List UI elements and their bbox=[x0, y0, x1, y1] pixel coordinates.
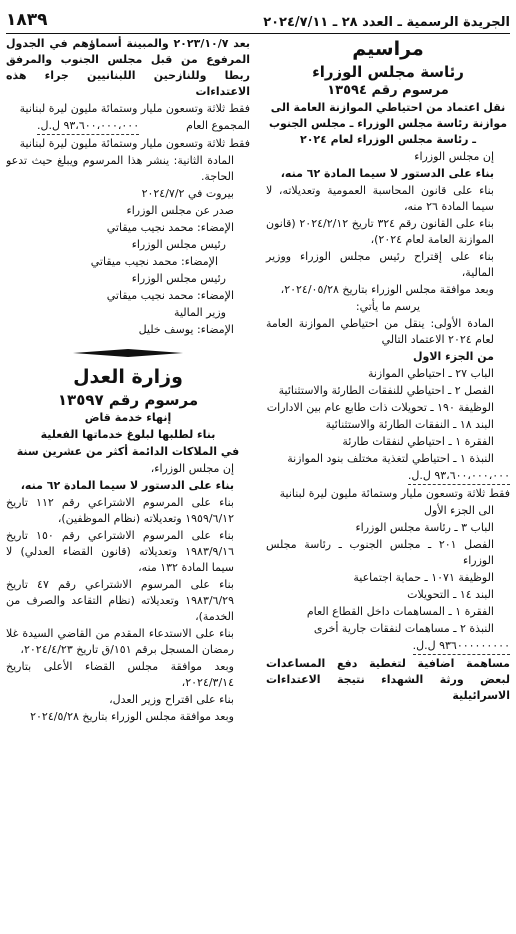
preamble-accounting-law: بناء على قانون المحاسبة العمومية وتعديلاته، لا سيما المادة ٢٦ منه، bbox=[266, 184, 494, 213]
preamble-judicial-council: وبعد موافقة مجلس القضاء الأعلى بتاريخ ٢٠٢٤/٣/١٤، bbox=[6, 660, 234, 689]
to-part-one: الى الجزء الأول bbox=[424, 504, 494, 517]
issued-by: صدر عن مجلس الوزراء bbox=[126, 204, 234, 217]
line-function-190: الوظيفة ١٩٠ ـ تحويلات ذات طابع عام بين الادارات bbox=[266, 401, 494, 414]
preamble-budget-law: بناء على القانون رقم ٣٢٤ تاريخ ٢٠٢٤/٢/١٢ (قانون الموازنة العامة لعام ٢٠٢٤)، bbox=[266, 217, 494, 246]
ministry-justice: وزارة العدل bbox=[73, 366, 183, 388]
preamble-proposal: بناء على إقتراح رئيس مجلس الوزراء ووزير المالية، bbox=[266, 250, 494, 279]
grand-total-label: المجموع العام bbox=[186, 119, 250, 132]
decree-number: مرسوم رقم ١٣٥٩٤ bbox=[327, 83, 449, 98]
amount-one-value: ٩٣،٦٠٠،٠٠٠،٠٠٠ ل.ل. bbox=[408, 468, 510, 485]
preamble-decree-150: بناء على المرسوم الاشتراعي رقم ١٥٠ تاريخ ١٩٨٣/٩/١٦ وتعديلاته (قانون القضاء العدلي) لا سيما المادة ١٣٢ منه، bbox=[6, 529, 234, 574]
grand-total-value: ٩٣،٦٠٠،٠٠٠،٠٠٠ ل.ل. bbox=[37, 118, 139, 135]
article-one: المادة الأولى: ينقل من احتياطي الموازنة العامة لعام ٢٠٢٤ الاعتماد التالي bbox=[266, 317, 494, 346]
amount-two bbox=[266, 638, 510, 655]
signature-four: الإمضاء: يوسف خليل bbox=[138, 323, 234, 336]
from-part-one: من الجزء الاول bbox=[412, 350, 494, 363]
finance-minister-title: وزير المالية bbox=[174, 306, 226, 319]
continuation-text: بعد ٢٠٢٣/١٠/٧ والمبينة أسماؤهم في الجدول المرفوع من قبل مجلس الجنوب والمرفق ربطا وللنازحين اللبنانيين جراء هذه الاعتداءات bbox=[6, 37, 250, 98]
line-item-14: البند ١٤ ـ التحويلات bbox=[407, 588, 494, 601]
amount-one-words: فقط ثلاثة وتسعون مليار وستمائة مليون ليرة لبنانية bbox=[279, 487, 510, 500]
line-paragraph-1: الفقرة ١ ـ احتياطي لنفقات طارئة bbox=[342, 435, 494, 448]
decree-subject: نقل اعتماد من احتياطي الموازنة العامة الى موازنة رئاسة مجلس الوزراء ـ مجلس الجنوب ـ رئاسة مجلس الوزراء لعام ٢٠٢٤ bbox=[268, 101, 508, 146]
page-header bbox=[6, 6, 510, 34]
left-column bbox=[6, 36, 258, 930]
line-chapter-27: الباب ٢٧ ـ احتياطي الموازنة bbox=[367, 367, 494, 380]
preamble-constitution-two: بناء على الدستور لا سيما المادة ٦٢ منه، bbox=[20, 479, 234, 492]
preamble-council-two: إن مجلس الوزراء، bbox=[150, 462, 234, 475]
section-heading: مراسيم bbox=[352, 38, 424, 60]
right-column bbox=[258, 36, 510, 930]
preamble-minister-proposal: بناء على اقتراح وزير العدل، bbox=[109, 693, 234, 706]
decrees-following: يرسم ما يأتي: bbox=[355, 300, 421, 313]
preamble-approval: وبعد موافقة مجلس الوزراء بتاريخ ٢٠٢٤/٠٥/٢٨، bbox=[280, 283, 494, 296]
ministry-name: رئاسة مجلس الوزراء bbox=[312, 63, 464, 81]
section-divider bbox=[73, 348, 183, 358]
preamble-constitution: بناء على الدستور لا سيما المادة ٦٢ منه، bbox=[280, 167, 494, 180]
line-subitem-1: النبذة ١ ـ احتياطي لتغذية مختلف بنود الموازنة bbox=[287, 452, 494, 465]
amount-words-a: فقط ثلاثة وتسعون مليار وستمائة مليون ليرة لبنانية bbox=[19, 102, 250, 115]
line-subitem-2: النبذة ٢ ـ مساهمات لنفقات جارية أخرى bbox=[313, 622, 494, 635]
contribution-description: مساهمة اضافية لتغطية دفع المساعدات لبعض ورثة الشهداء نتيجة الاعتداءات الاسرائيلية bbox=[266, 657, 510, 702]
decree-number-two: مرسوم رقم ١٣٥٩٧ bbox=[57, 391, 199, 409]
preamble-council: إن مجلس الوزراء bbox=[414, 150, 494, 163]
prime-minister-title-two: رئيس مجلس الوزراء bbox=[131, 272, 226, 285]
preamble-request: بناء على الاستدعاء المقدم من القاضي السيدة غلا رمضان المسجل برقم ١٥١/ق تاريخ ٢٠٢٤/٤/٢٣، bbox=[6, 627, 234, 656]
line-function-1071: الوظيفة ١٠٧١ ـ حماية اجتماعية bbox=[353, 571, 494, 584]
preamble-decree-47: بناء على المرسوم الاشتراعي رقم ٤٧ تاريخ ١٩٨٣/٦/٢٩ وتعديلاته (نظام التقاعد والصرف من الخدمة)، bbox=[6, 578, 234, 623]
signature-one: الإمضاء: محمد نجيب ميقاتي bbox=[106, 221, 234, 234]
preamble-council-approval: وبعد موافقة مجلس الوزراء بتاريخ ٢٠٢٤/٥/٢٨ bbox=[30, 710, 234, 723]
decree-two-subject: إنهاء خدمة قاض bbox=[84, 411, 172, 424]
amount-words-b: فقط ثلاثة وتسعون مليار وستمائة مليون ليرة لبنانية bbox=[19, 137, 250, 150]
gazette-title: الجريدة الرسمية ـ العدد ٢٨ ـ ٢٠٢٤/٧/١١ bbox=[263, 15, 510, 30]
prime-minister-title-one: رئيس مجلس الوزراء bbox=[131, 238, 226, 251]
columns bbox=[6, 36, 510, 930]
decree-two-service: في الملاكات الدائمة أكثر من عشرين سنة bbox=[16, 445, 240, 458]
signature-three: الإمضاء: محمد نجيب ميقاتي bbox=[106, 289, 234, 302]
grand-total-line bbox=[6, 118, 250, 135]
line-section-2: الفصل ٢ ـ احتياطي للنفقات الطارئة والاستثنائية bbox=[278, 384, 494, 397]
article-two: المادة الثانية: ينشر هذا المرسوم ويبلغ حيث تدعو الحاجة. bbox=[6, 154, 234, 183]
line-paragraph-1b: الفقرة ١ ـ المساهمات داخل القطاع العام bbox=[306, 605, 494, 618]
decree-two-reason: بناء لطلبها لبلوغ خدماتها الفعلية bbox=[40, 428, 216, 441]
line-section-201: الفصل ٢٠١ ـ مجلس الجنوب ـ رئاسة مجلس الوزراء bbox=[266, 538, 494, 567]
preamble-decree-112: بناء على المرسوم الاشتراعي رقم ١١٢ تاريخ ١٩٥٩/٦/١٢ وتعديلاته (نظام الموظفين)، bbox=[6, 496, 234, 525]
line-item-18: البند ١٨ ـ النفقات الطارئة والاستثنائية bbox=[325, 418, 494, 431]
amount-one bbox=[266, 468, 510, 485]
signature-two: الإمضاء: محمد نجيب ميقاتي bbox=[90, 255, 218, 268]
page-number: ١٨٣٩ bbox=[6, 10, 48, 30]
place-date: بيروت في ٢٠٢٤/٧/٢ bbox=[141, 187, 234, 200]
amount-two-value: ٩٣٦٠٠٠٠٠٠٠٠٠ ل.ل. bbox=[413, 638, 510, 655]
line-chapter-3: الباب ٣ ـ رئاسة مجلس الوزراء bbox=[355, 521, 494, 534]
